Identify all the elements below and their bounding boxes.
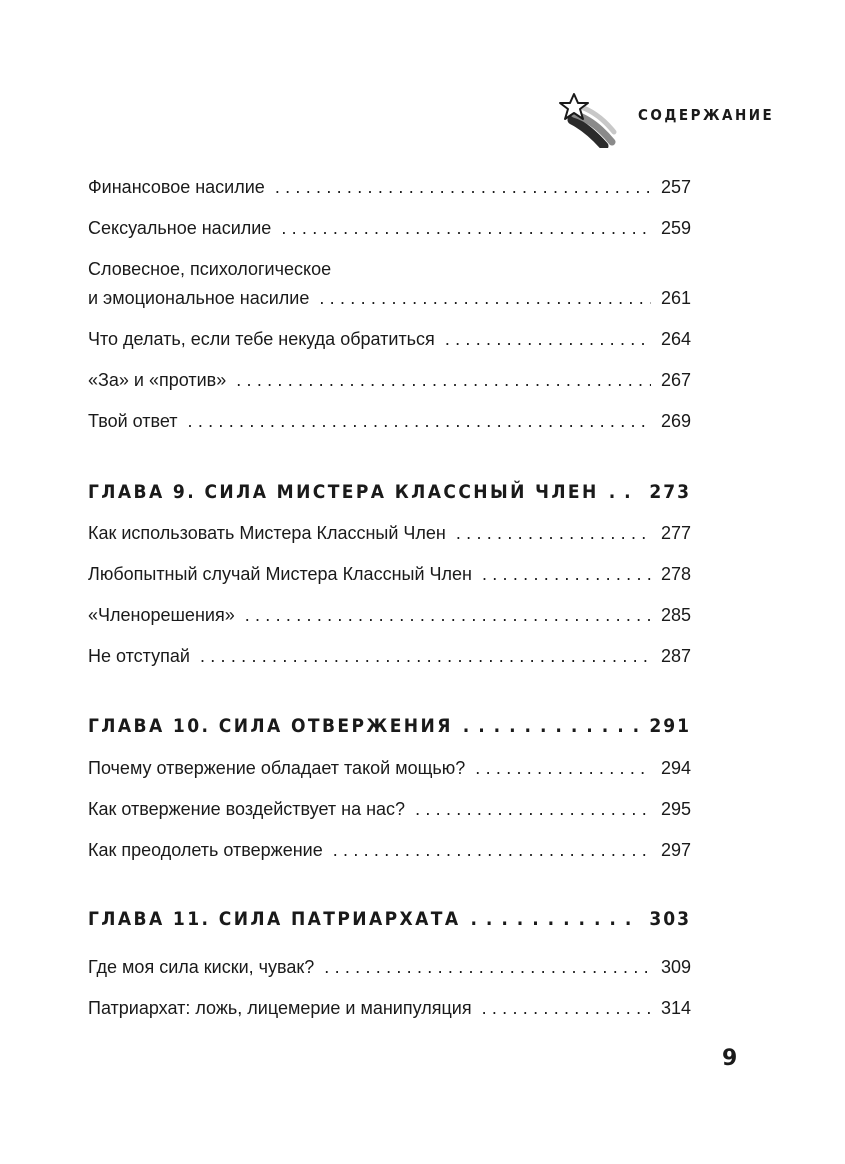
toc-entry-page: 285 [660, 605, 691, 625]
toc-entry-label: Где моя сила киски, чувак? [88, 957, 315, 977]
toc-entry-page: 294 [660, 758, 691, 778]
dot-leader [319, 287, 651, 309]
toc-entry[interactable] [88, 798, 691, 820]
toc-entry[interactable] [88, 956, 691, 978]
toc-entry-label: Как отвержение воздействует на нас? [88, 799, 406, 819]
dot-leader [463, 715, 640, 737]
dot-leader [609, 481, 640, 503]
toc-entry[interactable] [88, 997, 691, 1019]
toc-entry-page: 269 [660, 411, 691, 431]
toc-entry-label: и эмоциональное насилие [88, 288, 310, 308]
toc-entry-page: 277 [660, 523, 691, 543]
toc-entry-label: Любопытный случай Мистера Классный Член [88, 564, 472, 584]
chapter-title: ГЛАВА 11. СИЛА ПАТРИАРХАТА [88, 908, 461, 930]
chapter-page: 291 [649, 715, 691, 737]
toc-entry[interactable] [88, 410, 691, 432]
toc-entry[interactable] [88, 522, 691, 544]
toc-entry[interactable] [88, 563, 691, 585]
toc-entry-label: Что делать, если тебе некуда обратиться [88, 329, 435, 349]
toc-entry-page: 295 [660, 799, 691, 819]
toc-entry-label: Твой ответ [88, 411, 178, 431]
toc-entry-label: «Членорешения» [88, 605, 235, 625]
toc-entry-label: Финансовое насилие [88, 177, 265, 197]
toc-entry[interactable] [88, 604, 691, 626]
toc-entry-page: 309 [660, 957, 691, 977]
toc-entry-page: 287 [660, 646, 691, 666]
toc-entry-page: 314 [660, 998, 691, 1018]
toc-entry[interactable] [88, 757, 691, 779]
toc-entry-label-line1: Словесное, психологическое [88, 259, 332, 279]
dot-leader [200, 645, 651, 667]
dot-leader [475, 757, 651, 779]
dot-leader [470, 908, 639, 930]
toc-entry-page: 297 [660, 840, 691, 860]
toc-chapter-heading[interactable] [88, 481, 691, 503]
toc-entry[interactable] [88, 287, 691, 309]
dot-leader [245, 604, 651, 626]
dot-leader [188, 410, 651, 432]
toc-entry-label: Как использовать Мистера Классный Член [88, 523, 446, 543]
toc-entry-page: 264 [660, 329, 691, 349]
dot-leader [482, 997, 651, 1019]
dot-leader [236, 369, 651, 391]
toc-entry[interactable] [88, 645, 691, 667]
toc-chapter-heading[interactable] [88, 908, 691, 930]
toc-entry-label: Как преодолеть отвержение [88, 840, 323, 860]
toc-entry-page: 278 [660, 564, 691, 584]
header-title: СОДЕРЖАНИЕ [638, 106, 775, 124]
toc-entry[interactable] [88, 217, 691, 239]
toc-entry-label: «За» и «против» [88, 370, 227, 390]
chapter-title: ГЛАВА 9. СИЛА МИСТЕРА КЛАССНЫЙ ЧЛЕН [88, 481, 599, 503]
toc-entry[interactable] [88, 176, 691, 198]
dot-leader [445, 328, 651, 350]
toc-entry-page: 257 [660, 177, 691, 197]
shooting-star-icon [558, 92, 618, 148]
toc-entry[interactable] [88, 369, 691, 391]
page-number: 9 [722, 1046, 738, 1071]
toc-entry-page: 267 [660, 370, 691, 390]
dot-leader [415, 798, 651, 820]
dot-leader [275, 176, 651, 198]
chapter-page: 273 [649, 481, 691, 503]
toc-entry-page: 259 [660, 218, 691, 238]
toc-entry[interactable] [88, 839, 691, 861]
dot-leader [482, 563, 651, 585]
dot-leader [324, 956, 651, 978]
page-header [558, 92, 775, 152]
toc-entry-label: Патриархат: ложь, лицемерие и манипуляция [88, 998, 472, 1018]
dot-leader [456, 522, 651, 544]
toc-entry-page: 261 [660, 288, 691, 308]
chapter-page: 303 [649, 908, 691, 930]
toc-entry[interactable] [88, 328, 691, 350]
toc-entry-label: Не отступай [88, 646, 190, 666]
toc-entry-label: Сексуальное насилие [88, 218, 272, 238]
dot-leader [281, 217, 651, 239]
chapter-title: ГЛАВА 10. СИЛА ОТВЕРЖЕНИЯ [88, 715, 453, 737]
dot-leader [333, 839, 651, 861]
toc-entry-label: Почему отвержение обладает такой мощью? [88, 758, 466, 778]
toc-chapter-heading[interactable] [88, 715, 691, 737]
